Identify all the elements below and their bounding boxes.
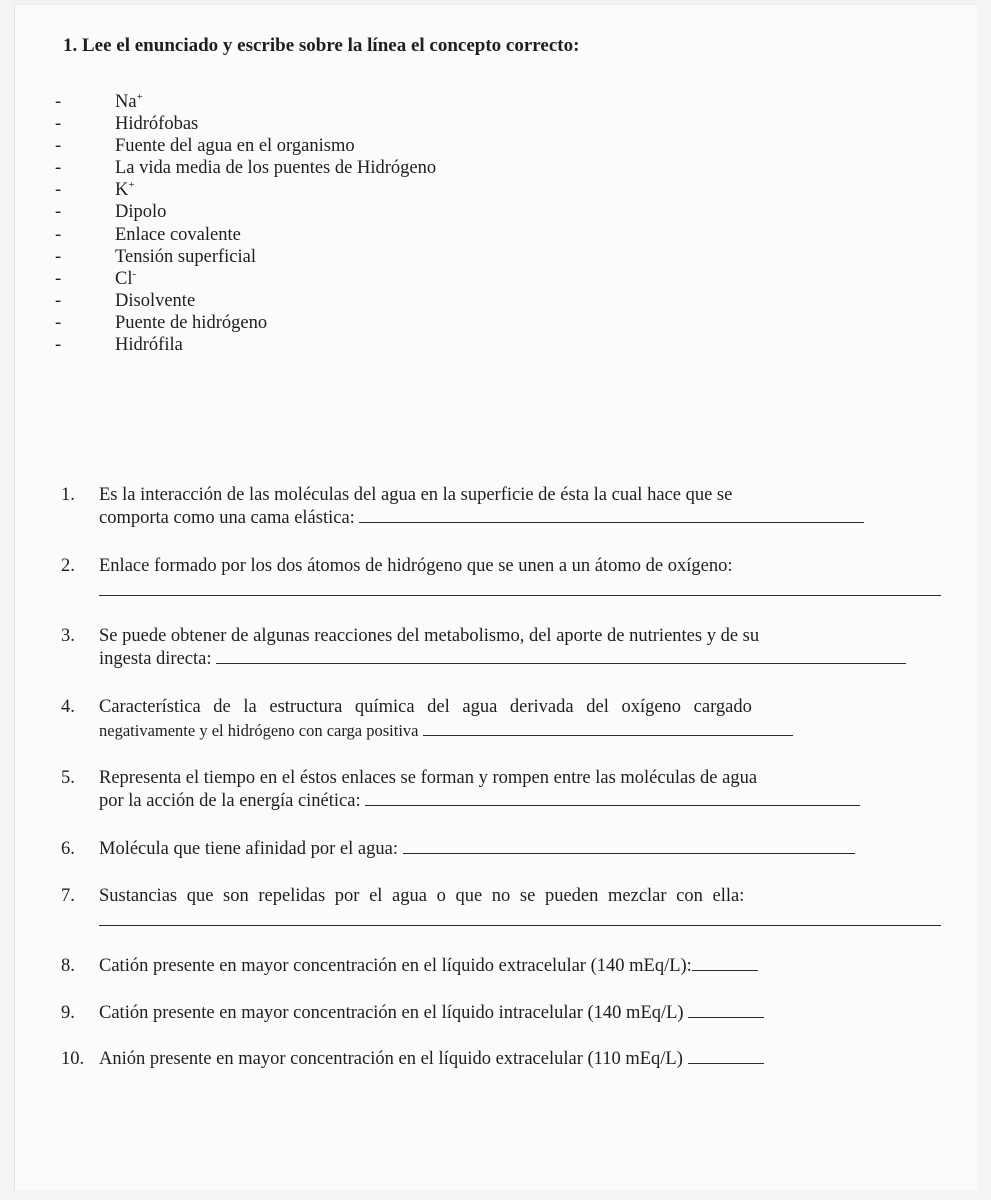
question-2: 2. Enlace formado por los dos átomos de hidrógeno que se unen a un átomo de oxígeno: [61, 555, 941, 596]
question-10: 10. Anión presente en mayor concentración en el líquido extracelular (110 mEq/L) [61, 1048, 941, 1071]
exercise-heading: 1. Lee el enunciado y escribe sobre la línea el concepto correcto: [63, 35, 580, 56]
question-9: 9. Catión presente en mayor concentración en el líquido intracelular (140 mEq/L) [61, 1002, 941, 1025]
answer-line-7[interactable] [99, 908, 941, 926]
question-6: 6. Molécula que tiene afinidad por el agua: [61, 838, 941, 861]
answer-line-6[interactable] [403, 838, 855, 854]
answer-line-5[interactable] [365, 790, 860, 806]
question-1: 1. Es la interacción de las moléculas del agua en la superficie de ésta la cual hace que se comporta como una cama elástica: [61, 484, 941, 530]
answer-line-9[interactable] [688, 1002, 764, 1018]
question-5: 5. Representa el tiempo en el éstos enlaces se forman y rompen entre las moléculas de agua por la acción de la energía cinética: [61, 767, 941, 813]
answer-line-4[interactable] [423, 720, 793, 736]
answer-line-8[interactable] [692, 955, 758, 971]
answer-line-10[interactable] [688, 1048, 764, 1064]
question-4: 4. Característica de la estructura química del agua derivada del oxígeno cargado negativamente y el hidrógeno con carga positiva [61, 696, 941, 743]
question-8: 8. Catión presente en mayor concentración en el líquido extracelular (140 mEq/L): [61, 955, 941, 978]
answer-line-1[interactable] [359, 507, 864, 523]
question-4-line: Característica de la estructura química del agua derivada del oxígeno cargado [99, 697, 752, 717]
worksheet-page: 1. Lee el enunciado y escribe sobre la línea el concepto correcto: - Na+ - Hidrófobas - Fuente del agua en el organismo - La vida media de los puentes de Hidrógeno - K+ - Dipolo - Enlace covalente - Tensión superficial - Cl- - Disolvente - Puente de hidrógeno - Hidrófila 1. Es la interacción de las moléculas del agua en la superficie de ésta la cual hace que se comporta como una cama elástica: 2. Enlace formado por los dos átomos de hidrógeno que se unen a un átomo de oxígeno: 3. Se puede obtener de algunas reacciones del metabolismo, del aporte de nutrientes y de su ingesta directa: 4. Característica de la estructura química del agua derivada del oxígeno cargado negativamente y el hidrógeno con carga positiva 5. Representa el tiempo en el éstos enlaces se forman y rompen entre las moléculas de agua por la acción de la energía cinética: 6. Molécula que tiene afinidad por el agua: 7. Sustancias que son repelidas por el agua o que no se pueden mezclar con ella: 8. Catión presente en mayor concentración en el líquido extracelular (140 mEq/L): 9. Catión presente en mayor concentración en el líquido intracelular (140 mEq/L) 10. Anión presente en mayor concentración en el líquido extracelular (110 mEq/L) [14, 4, 977, 1190]
question-3: 3. Se puede obtener de algunas reacciones del metabolismo, del aporte de nutrientes y de su ingesta directa: [61, 625, 941, 671]
question-7: 7. Sustancias que son repelidas por el agua o que no se pueden mezclar con ella: [61, 885, 941, 926]
answer-line-3[interactable] [216, 648, 906, 664]
answer-line-2[interactable] [99, 578, 941, 596]
